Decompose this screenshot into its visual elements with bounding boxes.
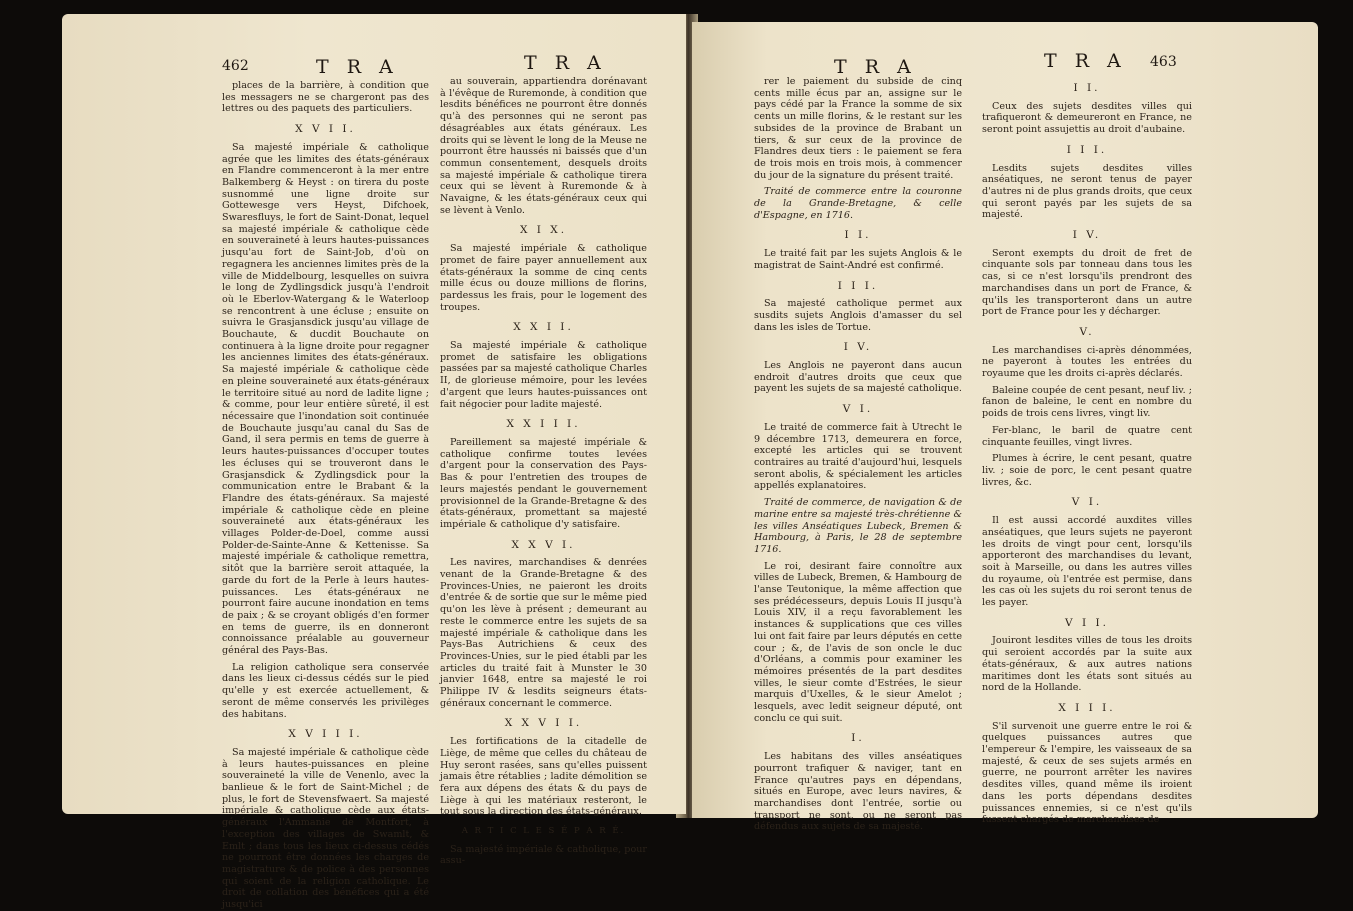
paragraph: Sa majesté catholique permet aux susdits sujets Anglois d'amasser du sel dans les isles de Tortue. — [754, 298, 962, 333]
paragraph: Sa majesté impériale & catholique cède à leurs hautes-puissances en pleine souveraineté la ville de Venenlo, avec la banlieue & le fort de Saint-Michel ; de plus, le fort de Stevensfwaert. Sa majesté impériale & catholique cède aux états-généraux l'Ammanie de Montfort, à l'exception des villages de Swamlt, & Emlt ; dans tous les lieux ci-dessus cédés ne pourront être données les charges de magistrature & de police à des personnes qui soient de la religion catholique. Le droit de collation des bénéfices qui a été jusqu'ici — [222, 746, 429, 911]
running-header-right-b: T R A — [1044, 50, 1127, 72]
running-header-left-a: T R A — [316, 56, 399, 78]
running-header-right-a: T R A — [834, 56, 917, 78]
right-page-column-1 — [754, 76, 962, 833]
section-heading: X X V I I. — [504, 717, 583, 730]
paragraph: Les Anglois ne payeront dans aucun endroit d'autres droits que ceux que payent les sujets de sa majesté catholique. — [754, 360, 962, 395]
section-heading: X X I I. — [513, 321, 574, 334]
paragraph: Le traité fait par les sujets Anglois & le magistrat de Saint-André est confirmé. — [754, 248, 962, 271]
paragraph: Le roi, desirant faire connoître aux villes de Lubeck, Bremen, & Hambourg de l'anse Teutonique, la même affection que ses prédécesseurs, depuis Louis II jusqu'à Louis XIV, il a reçu favorablement les instances & supplications que ces villes lui ont fait faire par leurs députés en cette cour ; &, de l'avis de son oncle le duc d'Orléans, a commis pour examiner les mémoires présentés de la part desdites villes, le sieur comte d'Estrées, le sieur marquis d'Uxelles, & le sieur Amelot ; lesquels, avec ledit seigneur député, ont conclu ce qui suit. — [754, 560, 962, 724]
left-page — [62, 14, 686, 911]
page-number-right: 463 — [1150, 54, 1177, 70]
right-page-column-2 — [982, 74, 1192, 826]
section-heading: X X I I I. — [506, 418, 581, 431]
paragraph: Sa majesté impériale & catholique promet de satisfaire les obligations passées par sa majesté catholique Charles II, de glorieuse mémoire, pour les levées d'argent que leurs hautes-puissances ont fait négocier pour ladite majesté. — [440, 340, 647, 410]
paragraph: La religion catholique sera conservée dans les lieux ci-dessus cédés sur le pied qu'elle y est exercée actuellement, & seront de même conservés les privilèges des habitans. — [222, 661, 429, 720]
treaty-title: Traité de commerce, de navigation & de marine entre sa majesté très-chrétienne & les villes Anséatiques Lubeck, Bremen & Hambourg, à Paris, le 28 de septembre 1716. — [754, 497, 962, 555]
paragraph: Les navires, marchandises & denrées venant de la Grande-Bretagne & des Provinces-Unies, ne paieront les droits d'entrée & de sortie que sur le même pied qu'on les lève à présent ; demeurant au reste le commerce entre les sujets de sa majesté impériale & catholique dans les Pays-Bas Autrichiens & ceux des Provinces-Unies, sur le pied établi par les articles du traité fait à Munster le 30 janvier 1648, entre sa majesté le roi Philippe IV & lesdits seigneurs états-généraux concernant le commerce. — [440, 557, 647, 709]
section-heading: X V I I. — [295, 123, 356, 136]
article-heading: A R T I C L E S É P A R É. — [461, 826, 626, 837]
section-heading: V I I. — [1065, 616, 1109, 629]
paragraph: rer le paiement du subside de cinq cents mille écus par an, assigne sur le pays cédé par la France la somme de six cents un mille florins, & le restant sur les subsides de la province de Brabant un tiers, & sur ceux de la province de Flandres deux tiers : le paiement se fera de trois mois en trois mois, à commencer du jour de la signature du présent traité. — [754, 76, 962, 181]
section-heading: V I. — [842, 403, 874, 416]
paragraph: Sa majesté impériale & catholique agrée que les limites des états-généraux en Flandre commenceront à la mer entre Balkemberg & Heyst : on tirera du poste susnommé une ligne droite sur Gottewesge vers Heyst, Difchoek, Swaresfluys, le fort de Saint-Donat, lequel sa majesté impériale & catholique cède en souveraineté à leurs hautes-puissances jusqu'au fort de Saint-Job, d'où on regagnera les anciennes limites près de la ville de Middelbourg, lesquelles on suivra le long de Zydlingsdick jusqu'à l'endroit où le Eberlov-Watergang & le Waterloop se rencontrent à une écluse ; ensuite on suivra le Grasjansdick jusqu'au village de Bouchaute, & ducdit Bouchaute on continuera à la ligne droite pour regagner les anciennes limites des états-généraux. Sa majesté impériale & catholique cède en pleine souveraineté aux états-généraux le territoire situé au nord de ladite ligne ; & comme, pour leur entière sûreté, il est nécessaire que l'inondation soit continuée de Bouchaute jusqu'au canal du Sas de Gand, il sera permis en tems de guerre à leurs hautes-puissances d'occuper toutes les écluses qui se trouveront dans le Grasjansdick & Zydlingsdick pour la communication entre le Brabant & la Flandre des états-généraux. Sa majesté impériale & catholique cède en pleine souveraineté aux états-généraux les villages Polder-de-Doel, comme aussi Polder-de-Sainte-Anne & Kettenisse. Sa majesté impériale & catholique remettra, sitôt que la barrière seroit attaquée, la garde du fort de la Perle à leurs hautes-puissances. Les états-généraux ne pourront faire aucune inondation en tems de paix ; & se croyant obligés d'en former en tems de guerre, ils en donneront connoissance préalable au gouverneur général des Pays-Bas. — [222, 141, 429, 657]
paragraph: Les fortifications de la citadelle de Liège, de même que celles du château de Huy seront rasées, sans qu'elles puissent jamais être rétablies ; ladite démolition se fera aux dépens des états & du pays de Liège à qui les matériaux resteront, le tout sous la direction des états-généraux. — [440, 736, 647, 818]
section-heading: X I I I. — [1058, 701, 1116, 714]
paragraph: Les habitans des villes anséatiques pourront trafiquer & naviger, tant en France qu'autres pays en dépendans, situés en Europe, avec leurs navires, & marchandises dont l'entrée, sortie ou transport ne sont, ou ne seront pas défendus aux sujets de sa majesté. — [754, 751, 962, 833]
paragraph: Plumes à écrire, le cent pesant, quatre liv. ; soie de porc, le cent pesant quatre livres, &c. — [982, 453, 1192, 488]
section-heading: X I X. — [519, 224, 568, 237]
treaty-title: Traité de commerce entre la couronne de la Grande-Bretagne, & celle d'Espagne, en 1716. — [754, 186, 962, 221]
paragraph: Lesdits sujets desdites villes anséatiques, ne seront tenus de payer d'autres ni de plus grands droits, que ceux qui seront payés par les sujets de sa majesté. — [982, 162, 1192, 221]
section-heading: I V. — [1072, 229, 1102, 242]
paragraph: Les marchandises ci-après dénommées, ne payeront à toutes les entrées du royaume que les droits ci-après déclarés. — [982, 344, 1192, 380]
section-heading: I I I. — [1066, 143, 1108, 156]
page-number-left: 462 — [222, 58, 249, 74]
paragraph: Baleine coupée de cent pesant, neuf liv. ; fanon de baleine, le cent en nombre du poids de trois cens livres, vingt liv. — [982, 384, 1192, 420]
section-heading: X V I I I. — [288, 728, 363, 741]
section-heading: I. — [851, 732, 865, 745]
paragraph: Seront exempts du droit de fret de cinquante sols par tonneau dans tous les cas, si ce n'est lorsqu'ils prendront des marchandises dans un port de France, & qu'ils les transporteront dans un autre port de France pour les y décharger. — [982, 247, 1192, 318]
paragraph: Jouiront lesdites villes de tous les droits qui seroient accordés par la suite aux états-généraux, & aux autres nations maritimes dont les états sont situés au nord de la Hollande. — [982, 635, 1192, 694]
paragraph: Pareillement sa majesté impériale & catholique confirme toutes levées d'argent pour la conservation des Pays-Bas & pour l'entretien des troupes de leurs majestés pendant le gouvernement provisionnel de la Grande-Bretagne & des états-généraux, promettant sa majesté impériale & catholique d'y satisfaire. — [440, 436, 647, 530]
section-heading: V I. — [1071, 496, 1103, 509]
paragraph: Il est aussi accordé auxdites villes anséatiques, que leurs sujets ne payeront les droits de vingt pour cent, lorsqu'ils apporteront des marchandises du levant, soit à Marseille, ou dans les autres villes du royaume, où l'entrée est permise, dans les cas où les sujets du roi seront tenus de les payer. — [982, 515, 1192, 609]
left-page-column-1 — [222, 80, 429, 911]
paragraph: places de la barrière, à condition que les messagers ne se chargeront pas des lettres ou des paquets des particuliers. — [222, 80, 429, 115]
right-page — [692, 22, 1318, 833]
section-heading: I I. — [1073, 82, 1101, 94]
paragraph: Ceux des sujets desdites villes qui trafiqueront & demeureront en France, ne seront point assujettis au droit d'aubaine. — [982, 100, 1192, 136]
paragraph: Sa majesté impériale & catholique promet de faire payer annuellement aux états-généraux la somme de cinq cents mille écus ou douze millions de florins, pardessus les frais, pour le logement des troupes. — [440, 243, 647, 313]
paragraph: au souverain, appartiendra dorénavant à l'évêque de Ruremonde, à condition que lesdits bénéfices ne pourront être donnés qu'à des personnes qui ne seront pas désagréables aux états généraux. Les droits qui se lèvent le long de la Meuse ne pourront être haussés ni baissés que d'un commun consentement, desquels droits sa majesté impériale & catholique tirera ceux qui se lèvent à Ruremonde & à Navaigne, & les états-généraux ceux qui se lèvent à Venlo. — [440, 76, 647, 216]
section-heading: I I I. — [837, 279, 879, 292]
section-heading: V. — [1079, 325, 1095, 338]
section-heading: X X V I. — [511, 538, 576, 551]
paragraph: Sa majesté impériale & catholique, pour assu- — [440, 843, 647, 867]
paragraph: S'il survenoit une guerre entre le roi & quelques puissances autres que l'empereur & l'empire, les vaisseaux de sa majesté, & ceux de ses sujets armés en guerre, ne pourront arrêter les navires desdites villes, quand même ils iroient dans les ports dépendans desdites puissances ennemies, si ce n'est qu'ils fussent chargés de marchandises de — [982, 720, 1192, 826]
paragraph: Le traité de commerce fait à Utrecht le 9 décembre 1713, demeurera en force, excepté les articles qui se trouvent contraires au traité d'aujourd'hui, lesquels seront abolis, & spécialement les articles appellés explanatoires. — [754, 421, 962, 492]
section-heading: I I. — [844, 229, 872, 242]
left-page-column-2 — [440, 76, 647, 867]
paragraph: Fer-blanc, le baril de quatre cent cinquante feuilles, vingt livres. — [982, 424, 1192, 448]
running-header-left-b: T R A — [524, 52, 607, 74]
section-heading: I V. — [843, 341, 873, 354]
